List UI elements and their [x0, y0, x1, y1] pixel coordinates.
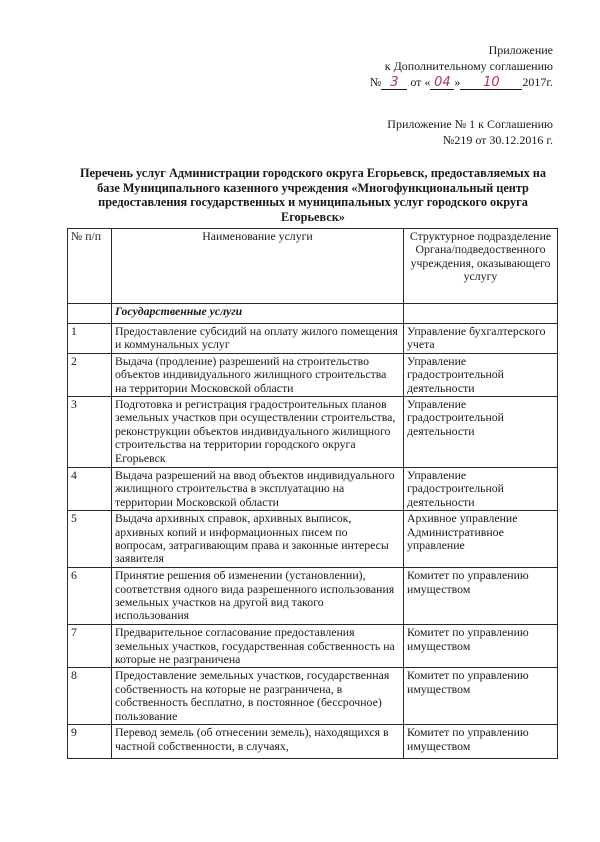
- table-row: [68, 725, 558, 759]
- row-number: 1: [68, 324, 112, 354]
- row-service-name: Предоставление земельных участков, государственная собственность на которые не разграничена, в собственность бесплатно, в постоянное (бессрочное) пользование: [112, 668, 404, 725]
- table-row: [68, 568, 558, 625]
- row-service-name: Принятие решения об изменении (установлении), соответствия одного вида разрешенного использования земельных участков на другой вид такого использования: [112, 568, 404, 625]
- header-service-name: Наименование услуги: [112, 229, 404, 304]
- row-department: Комитет по управлению имуществом: [404, 625, 558, 668]
- table-row: [68, 511, 558, 568]
- row-department: Управление градостроительной деятельности: [404, 353, 558, 396]
- row-department: Управление градостроительной деятельности: [404, 468, 558, 511]
- document-title: Перечень услуг Администрации городского округа Егорьевск, предоставляемых на базе Муниципального казенного учреждения «Многофункциональный центр предоставления государственных и муниципальных услуг городского округа Егорьевск»: [79, 166, 547, 224]
- row-department: Управление градостроительной деятельности: [404, 397, 558, 468]
- row-department: Архивное управление Административное управление: [404, 511, 558, 568]
- row-service-name: Предоставление субсидий на оплату жилого помещения и коммунальных услуг: [112, 324, 404, 354]
- row-number: 8: [68, 668, 112, 725]
- table-row: [68, 668, 558, 725]
- row-number: 5: [68, 511, 112, 568]
- row-service-name: Выдача (продление) разрешений на строительство объектов индивидуального жилищного строительства на территории Московской области: [112, 353, 404, 396]
- handwritten-number: 3: [381, 76, 407, 90]
- row-department: Комитет по управлению имуществом: [404, 668, 558, 725]
- row-service-name: Выдача архивных справок, архивных выписок, архивных копий и информационных писем по вопросам, затрагивающим права и законные интересы заявителя: [112, 511, 404, 568]
- table-row: [68, 353, 558, 396]
- from-label: от «: [410, 75, 431, 89]
- group-title: Государственные услуги: [112, 304, 404, 324]
- agreement-ref: к Дополнительному соглашению: [384, 59, 553, 73]
- header-department: Структурное подразделение Органа/подведоственного учреждения, оказывающего услугу: [404, 229, 558, 304]
- agreement-date: №219 от 30.12.2016 г.: [442, 133, 553, 147]
- appendix-header: [370, 42, 553, 90]
- agreement-number-line: [370, 74, 553, 90]
- group-empty-cell: [68, 304, 112, 324]
- row-department: Комитет по управлению имуществом: [404, 725, 558, 759]
- row-department: Управление бухгалтерского учета: [404, 324, 558, 354]
- header-number: № п/п: [68, 229, 112, 304]
- row-department: Комитет по управлению имуществом: [404, 568, 558, 625]
- number-sign: №: [369, 75, 382, 89]
- table-row: [68, 324, 558, 354]
- row-service-name: Выдача разрешений на ввод объектов индивидуального жилищного строительства в эксплуатацию на территории Московской области: [112, 468, 404, 511]
- row-service-name: Предварительное согласование предоставления земельных участков, государственная собственность на которые не разграничена: [112, 625, 404, 668]
- row-number: 9: [68, 725, 112, 759]
- row-number: 3: [68, 397, 112, 468]
- handwritten-day: 04: [430, 76, 454, 90]
- row-service-name: Перевод земель (об отнесении земель), находящихся в частной собственности, в случаях,: [112, 725, 404, 759]
- handwritten-month: 10: [460, 76, 522, 90]
- table-row: [68, 468, 558, 511]
- appendix-label: Приложение: [488, 43, 553, 57]
- row-service-name: Подготовка и регистрация градостроительных планов земельных участков при осуществлении строительства, реконструкции объектов индивидуального жилищного строительства на территории городского округа Егорьевск: [112, 397, 404, 468]
- quote-close: »: [454, 75, 461, 89]
- table-row: [68, 625, 558, 668]
- group-empty-cell: [404, 304, 558, 324]
- row-number: 4: [68, 468, 112, 511]
- row-number: 6: [68, 568, 112, 625]
- table-header-row: [68, 229, 558, 304]
- table-row: [68, 397, 558, 468]
- group-row: [68, 304, 558, 324]
- row-number: 2: [68, 353, 112, 396]
- appendix-1-label: Приложение № 1 к Соглашению: [387, 117, 553, 131]
- services-table: [67, 228, 558, 759]
- year-label: 2017г.: [522, 75, 553, 89]
- agreement-appendix-header: [387, 116, 553, 148]
- row-number: 7: [68, 625, 112, 668]
